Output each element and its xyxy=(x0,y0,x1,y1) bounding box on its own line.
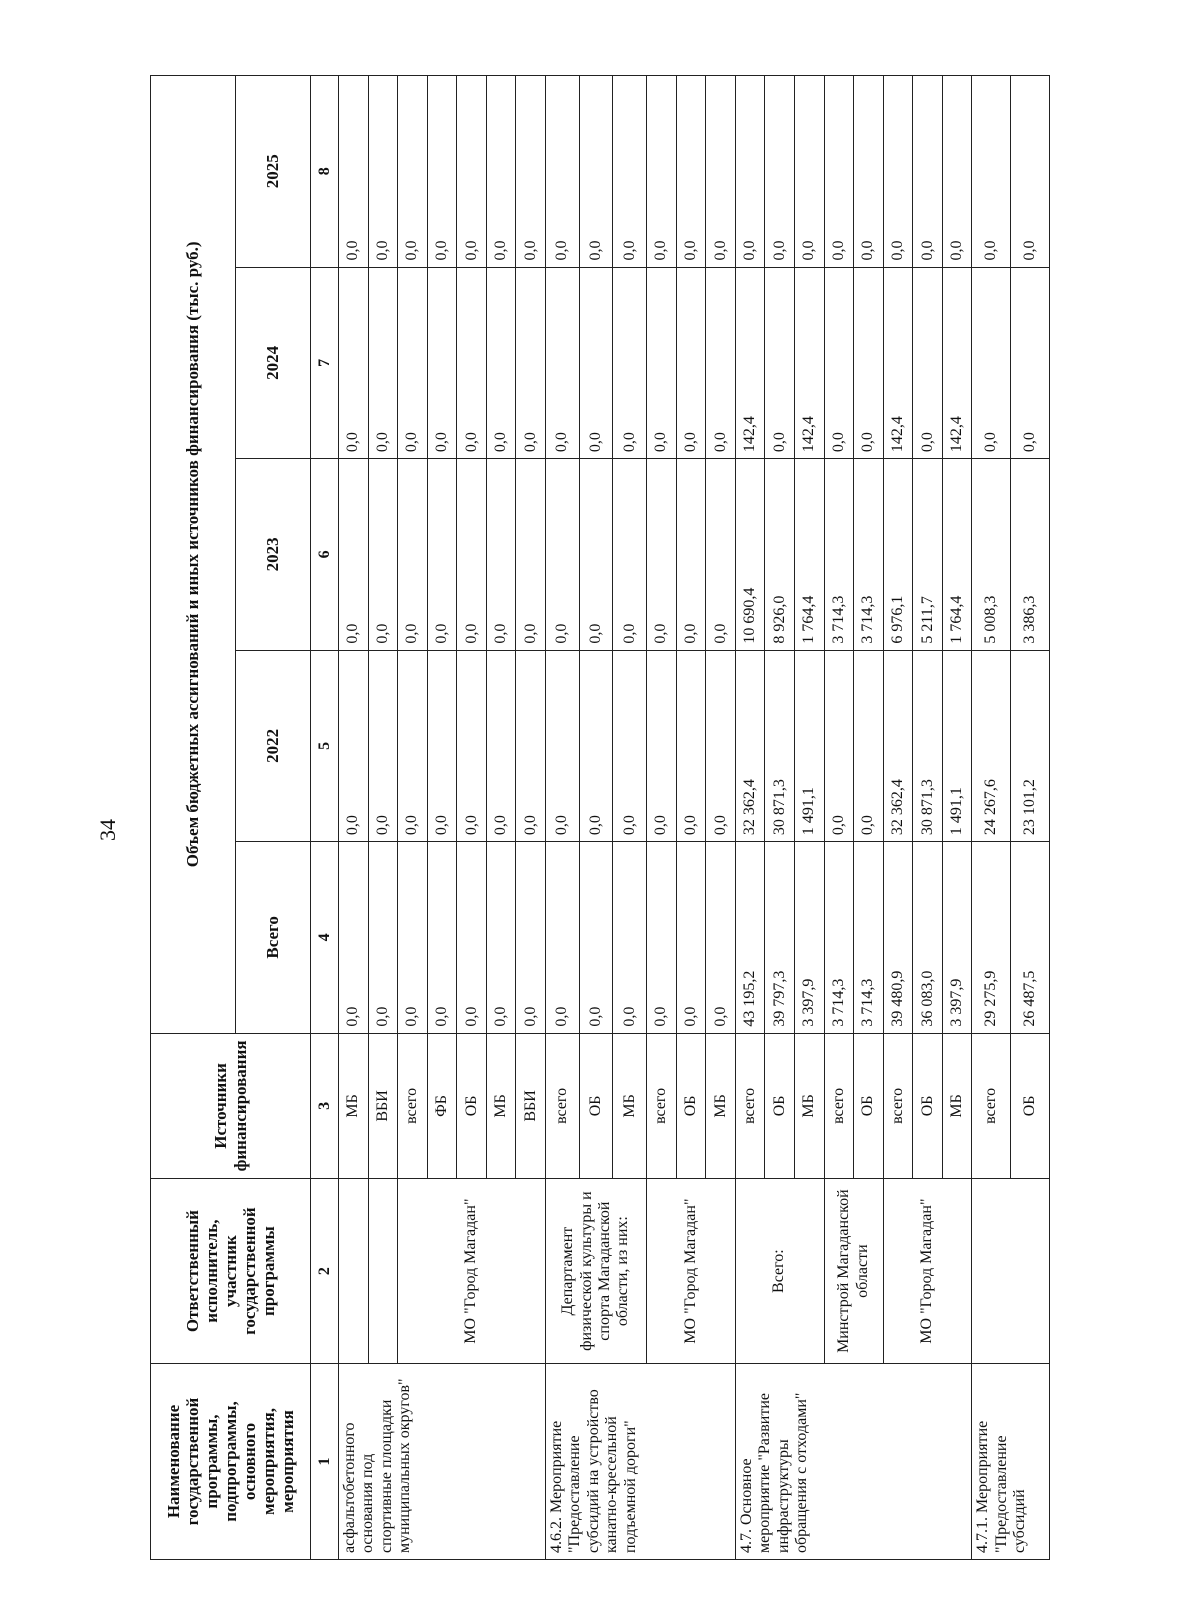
value-cell: 0,0 xyxy=(613,842,647,1034)
value-cell: 0,0 xyxy=(339,267,369,459)
value-cell: 0,0 xyxy=(398,76,428,268)
source-cell: ОБ xyxy=(579,1033,613,1179)
source-cell: ВБИ xyxy=(368,1033,398,1179)
value-cell: 0,0 xyxy=(486,459,516,651)
value-cell: 0,0 xyxy=(398,650,428,842)
col-number: 8 xyxy=(311,76,339,268)
value-cell: 0,0 xyxy=(516,650,546,842)
value-cell: 32 362,4 xyxy=(735,650,765,842)
value-cell: 0,0 xyxy=(368,459,398,651)
value-cell: 0,0 xyxy=(1011,76,1050,268)
source-cell: ОБ xyxy=(765,1033,795,1179)
executor-dept-sport: Департамент физической культуры и спорта Магаданской области, из них: xyxy=(546,1179,647,1364)
value-cell: 0,0 xyxy=(854,267,884,459)
value-cell: 0,0 xyxy=(368,842,398,1034)
value-cell: 1 491,1 xyxy=(942,650,972,842)
activity-name-4-7: 4.7. Основное мероприятие "Развитие инфраструктуры обращения с отходами" xyxy=(735,1364,972,1560)
value-cell: 0,0 xyxy=(647,459,677,651)
value-cell: 0,0 xyxy=(339,459,369,651)
value-cell: 0,0 xyxy=(546,267,580,459)
value-cell: 142,4 xyxy=(735,267,765,459)
value-cell: 0,0 xyxy=(706,459,736,651)
value-cell: 0,0 xyxy=(913,76,943,268)
value-cell: 0,0 xyxy=(486,650,516,842)
activity-name-4-7-1: 4.7.1. Мероприятие "Предоставление субсидий xyxy=(972,1364,1050,1560)
source-cell: МБ xyxy=(794,1033,824,1179)
value-cell: 142,4 xyxy=(883,267,913,459)
value-cell: 3 714,3 xyxy=(824,842,854,1034)
value-cell: 24 267,6 xyxy=(972,650,1011,842)
value-cell: 0,0 xyxy=(398,267,428,459)
table-row xyxy=(647,76,677,1560)
value-cell: 0,0 xyxy=(427,650,457,842)
value-cell: 0,0 xyxy=(706,76,736,268)
col-number: 5 xyxy=(311,650,339,842)
rotated-table-wrapper xyxy=(150,75,1050,1560)
source-cell: ОБ xyxy=(1011,1033,1050,1179)
source-cell: МБ xyxy=(339,1033,369,1179)
value-cell: 23 101,2 xyxy=(1011,650,1050,842)
value-cell: 0,0 xyxy=(339,650,369,842)
value-cell: 0,0 xyxy=(427,267,457,459)
value-cell: 8 926,0 xyxy=(765,459,795,651)
value-cell: 0,0 xyxy=(765,76,795,268)
value-cell: 0,0 xyxy=(427,842,457,1034)
value-cell: 0,0 xyxy=(824,76,854,268)
value-cell: 0,0 xyxy=(546,76,580,268)
value-cell: 0,0 xyxy=(1011,267,1050,459)
value-cell: 0,0 xyxy=(427,76,457,268)
source-cell: всего xyxy=(546,1033,580,1179)
header-source: Источники финансирования xyxy=(151,1033,311,1179)
source-cell: МБ xyxy=(613,1033,647,1179)
value-cell: 0,0 xyxy=(427,459,457,651)
value-cell: 1 491,1 xyxy=(794,650,824,842)
value-cell: 43 195,2 xyxy=(735,842,765,1034)
value-cell: 3 397,9 xyxy=(794,842,824,1034)
value-cell: 0,0 xyxy=(457,267,487,459)
table-row xyxy=(883,76,913,1560)
value-cell: 0,0 xyxy=(942,76,972,268)
value-cell: 0,0 xyxy=(398,459,428,651)
value-cell: 0,0 xyxy=(854,650,884,842)
value-cell: 0,0 xyxy=(913,267,943,459)
value-cell: 0,0 xyxy=(972,267,1011,459)
col-number: 2 xyxy=(311,1179,339,1364)
source-cell: всего xyxy=(824,1033,854,1179)
col-number: 3 xyxy=(311,1033,339,1179)
value-cell: 0,0 xyxy=(647,842,677,1034)
col-number: 7 xyxy=(311,267,339,459)
value-cell: 0,0 xyxy=(824,650,854,842)
source-cell: всего xyxy=(735,1033,765,1179)
header-name: Наименование государственной программы, подпрограммы, основного мероприятия, мероприятия xyxy=(151,1364,311,1560)
value-cell: 0,0 xyxy=(339,842,369,1034)
value-cell: 1 764,4 xyxy=(794,459,824,651)
header-total: Всего xyxy=(236,842,311,1034)
activity-name-4-6-2: 4.6.2. Мероприятие "Предоставление субсидий на устройство канатно-кресельной подъемной дороги" xyxy=(546,1364,736,1560)
executor-total: Всего: xyxy=(735,1179,824,1364)
value-cell: 0,0 xyxy=(613,459,647,651)
executor-blank xyxy=(368,1179,398,1364)
source-cell: МБ xyxy=(486,1033,516,1179)
value-cell: 5 008,3 xyxy=(972,459,1011,651)
header-executor: Ответственный исполнитель, участник государственной программы xyxy=(151,1179,311,1364)
table-row xyxy=(339,76,369,1560)
value-cell: 0,0 xyxy=(579,842,613,1034)
source-cell: МБ xyxy=(706,1033,736,1179)
value-cell: 0,0 xyxy=(794,76,824,268)
executor-mo-magadan: МО "Город Магадан" xyxy=(883,1179,972,1364)
value-cell: 0,0 xyxy=(546,650,580,842)
value-cell: 0,0 xyxy=(579,650,613,842)
source-cell: ФБ xyxy=(427,1033,457,1179)
value-cell: 0,0 xyxy=(516,76,546,268)
value-cell: 3 714,3 xyxy=(824,459,854,651)
table-row xyxy=(546,76,580,1560)
column-numbers-row xyxy=(311,76,339,1560)
value-cell: 0,0 xyxy=(339,76,369,268)
executor-mo-magadan: МО "Город Магадан" xyxy=(398,1179,546,1364)
source-cell: ВБИ xyxy=(516,1033,546,1179)
activity-name-continued: асфальтобетонного основания под спортивные площадки муниципальных округов" xyxy=(339,1364,546,1560)
value-cell: 0,0 xyxy=(706,842,736,1034)
value-cell: 0,0 xyxy=(676,267,706,459)
col-number: 6 xyxy=(311,459,339,651)
value-cell: 39 797,3 xyxy=(765,842,795,1034)
value-cell: 0,0 xyxy=(706,650,736,842)
value-cell: 0,0 xyxy=(579,267,613,459)
value-cell: 0,0 xyxy=(457,650,487,842)
value-cell: 0,0 xyxy=(676,76,706,268)
value-cell: 0,0 xyxy=(368,650,398,842)
source-cell: ОБ xyxy=(913,1033,943,1179)
value-cell: 30 871,3 xyxy=(765,650,795,842)
value-cell: 0,0 xyxy=(516,459,546,651)
table-row xyxy=(398,76,428,1560)
header-2023: 2023 xyxy=(236,459,311,651)
value-cell: 0,0 xyxy=(398,842,428,1034)
value-cell: 3 386,3 xyxy=(1011,459,1050,651)
value-cell: 0,0 xyxy=(613,76,647,268)
value-cell: 3 714,3 xyxy=(854,459,884,651)
value-cell: 0,0 xyxy=(486,76,516,268)
financing-table xyxy=(150,75,1050,1560)
header-2024: 2024 xyxy=(236,267,311,459)
value-cell: 32 362,4 xyxy=(883,650,913,842)
table-row xyxy=(368,76,398,1560)
value-cell: 0,0 xyxy=(765,267,795,459)
source-cell: всего xyxy=(398,1033,428,1179)
value-cell: 39 480,9 xyxy=(883,842,913,1034)
value-cell: 0,0 xyxy=(486,842,516,1034)
value-cell: 0,0 xyxy=(676,842,706,1034)
value-cell: 30 871,3 xyxy=(913,650,943,842)
value-cell: 0,0 xyxy=(457,76,487,268)
value-cell: 0,0 xyxy=(546,842,580,1034)
value-cell: 0,0 xyxy=(647,650,677,842)
table-row xyxy=(824,76,854,1560)
value-cell: 3 714,3 xyxy=(854,842,884,1034)
source-cell: всего xyxy=(647,1033,677,1179)
value-cell: 0,0 xyxy=(854,76,884,268)
value-cell: 142,4 xyxy=(794,267,824,459)
value-cell: 26 487,5 xyxy=(1011,842,1050,1034)
value-cell: 0,0 xyxy=(516,842,546,1034)
value-cell: 0,0 xyxy=(824,267,854,459)
table-row xyxy=(735,76,765,1560)
value-cell: 0,0 xyxy=(706,267,736,459)
value-cell: 0,0 xyxy=(457,842,487,1034)
source-cell: МБ xyxy=(942,1033,972,1179)
header-group-volume: Объем бюджетных ассигнований и иных источников финансирования (тыс. руб.) xyxy=(151,76,236,1034)
value-cell: 10 690,4 xyxy=(735,459,765,651)
executor-blank xyxy=(339,1179,369,1364)
value-cell: 0,0 xyxy=(972,76,1011,268)
value-cell: 0,0 xyxy=(676,459,706,651)
executor-mo-magadan: МО "Город Магадан" xyxy=(647,1179,736,1364)
page-number: 34 xyxy=(95,819,120,841)
value-cell: 0,0 xyxy=(368,267,398,459)
source-cell: ОБ xyxy=(457,1033,487,1179)
header-2022: 2022 xyxy=(236,650,311,842)
value-cell: 36 083,0 xyxy=(913,842,943,1034)
value-cell: 0,0 xyxy=(676,650,706,842)
value-cell: 3 397,9 xyxy=(942,842,972,1034)
col-number: 1 xyxy=(311,1364,339,1560)
value-cell: 29 275,9 xyxy=(972,842,1011,1034)
value-cell: 6 976,1 xyxy=(883,459,913,651)
value-cell: 0,0 xyxy=(579,76,613,268)
value-cell: 0,0 xyxy=(368,76,398,268)
value-cell: 0,0 xyxy=(516,267,546,459)
value-cell: 0,0 xyxy=(546,459,580,651)
value-cell: 1 764,4 xyxy=(942,459,972,651)
value-cell: 0,0 xyxy=(883,76,913,268)
header-2025: 2025 xyxy=(236,76,311,268)
value-cell: 0,0 xyxy=(613,267,647,459)
value-cell: 0,0 xyxy=(613,650,647,842)
value-cell: 0,0 xyxy=(486,267,516,459)
table-row xyxy=(972,76,1011,1560)
value-cell: 0,0 xyxy=(457,459,487,651)
value-cell: 142,4 xyxy=(942,267,972,459)
source-cell: ОБ xyxy=(676,1033,706,1179)
executor-blank xyxy=(972,1179,1050,1364)
source-cell: всего xyxy=(883,1033,913,1179)
value-cell: 0,0 xyxy=(647,76,677,268)
executor-minstroy: Минстрой Магаданской области xyxy=(824,1179,883,1364)
source-cell: ОБ xyxy=(854,1033,884,1179)
value-cell: 0,0 xyxy=(735,76,765,268)
value-cell: 0,0 xyxy=(579,459,613,651)
value-cell: 5 211,7 xyxy=(913,459,943,651)
source-cell: всего xyxy=(972,1033,1011,1179)
col-number: 4 xyxy=(311,842,339,1034)
value-cell: 0,0 xyxy=(647,267,677,459)
